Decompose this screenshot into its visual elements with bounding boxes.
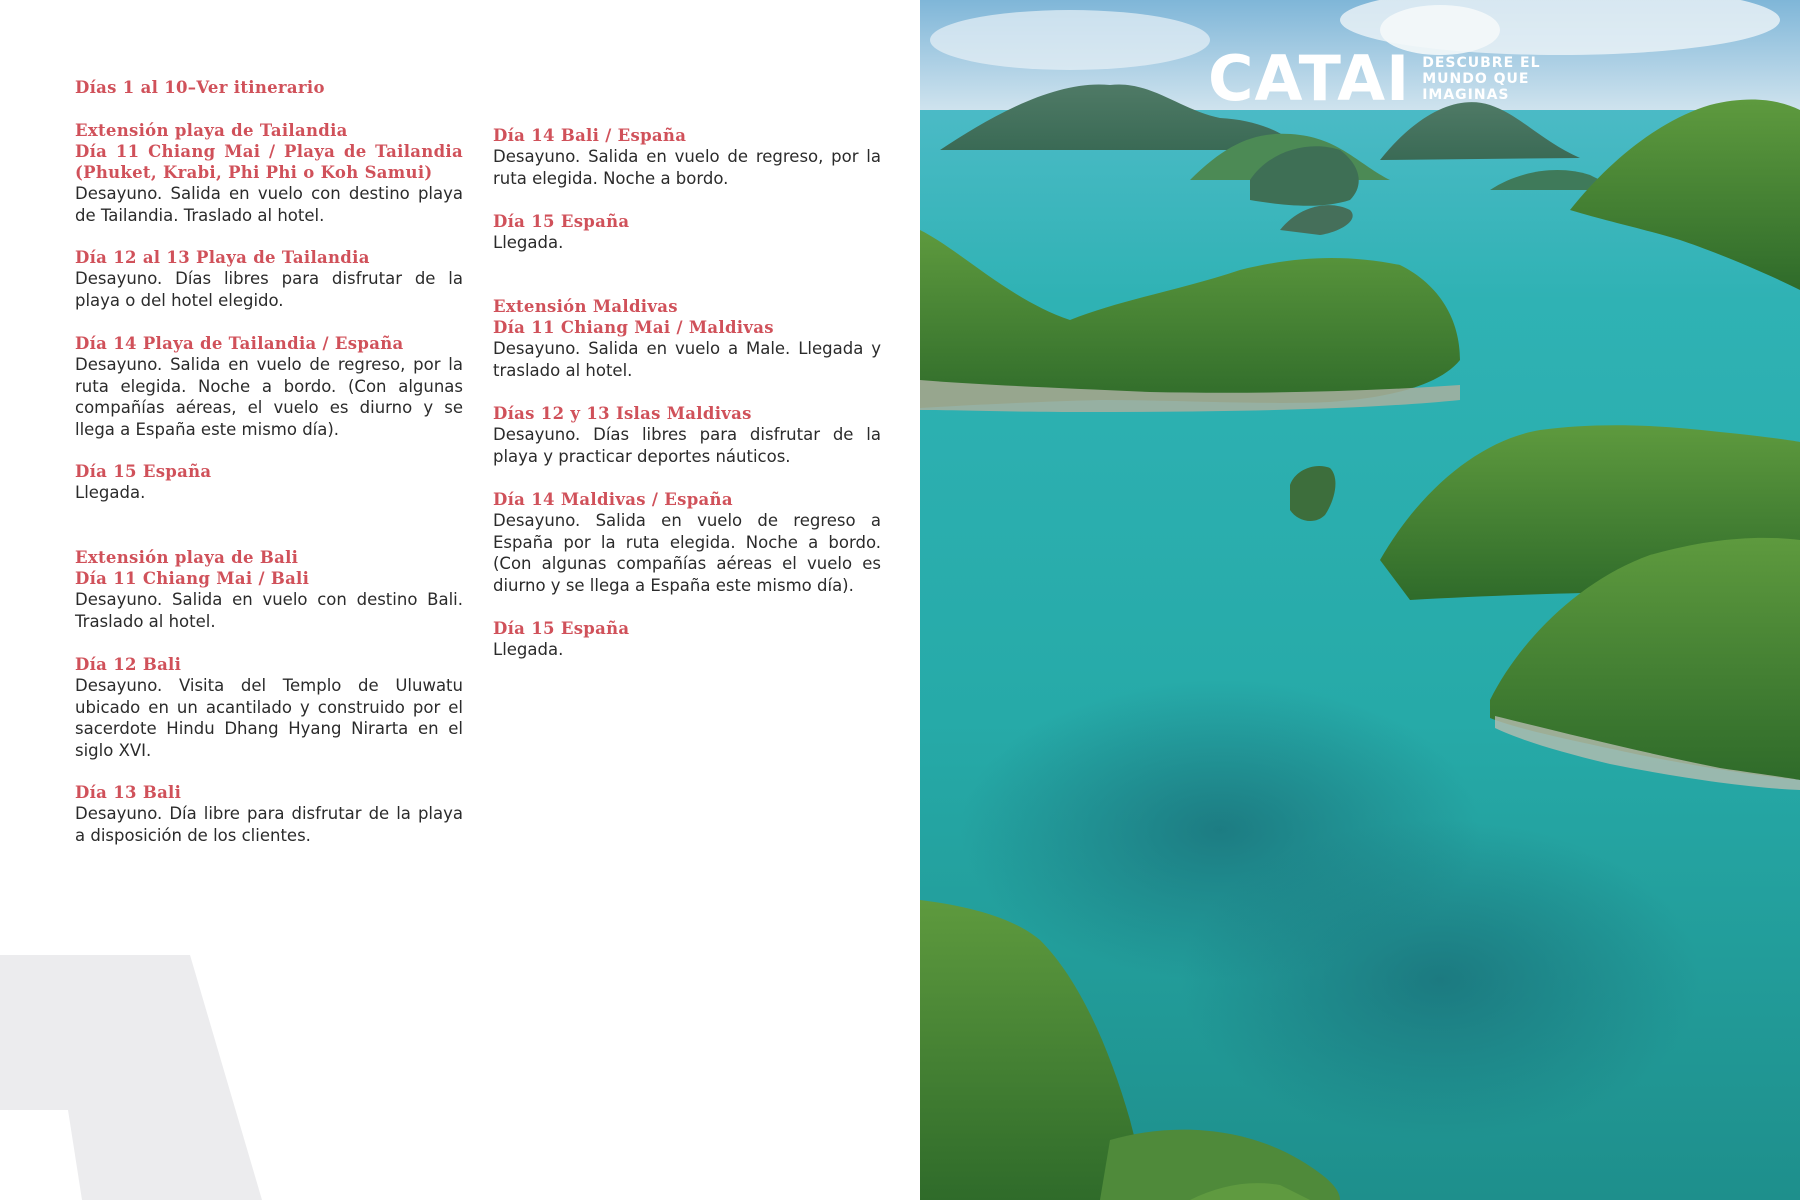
maldivas-day15-text: Llegada. bbox=[493, 640, 564, 659]
maldivas-day15-title: Día 15 España bbox=[493, 619, 630, 638]
bali-day14-title: Día 14 Bali / España bbox=[493, 126, 687, 145]
tagline-line-1: DESCUBRE EL bbox=[1422, 55, 1541, 71]
catai-letter-watermark bbox=[0, 955, 270, 1200]
island-photo bbox=[920, 0, 1800, 1200]
maldivas-day12-title: Días 12 y 13 Islas Maldivas bbox=[493, 404, 752, 423]
catai-logo bbox=[1208, 42, 1541, 115]
bali-day13-title: Día 13 Bali bbox=[75, 783, 182, 802]
maldivas-day12-text: Desayuno. Días libres para disfrutar de la playa y practicar deportes náuticos. bbox=[493, 425, 881, 466]
bali-day11-title: Día 11 Chiang Mai / Bali bbox=[75, 569, 310, 588]
thai-day15-title: Día 15 España bbox=[75, 462, 212, 481]
bali-day11-text: Desayuno. Salida en vuelo con destino Bali. Traslado al hotel. bbox=[75, 590, 463, 631]
maldivas-day14-text: Desayuno. Salida en vuelo de regreso a España por la ruta elegida. Noche a bordo. (Con algunas compañías aéreas el vuelo es diurno y se llega a España este mismo día). bbox=[493, 511, 881, 595]
catai-tagline bbox=[1422, 55, 1540, 103]
intro-title: Días 1 al 10–Ver itinerario bbox=[75, 78, 325, 97]
maldivas-day14-title: Día 14 Maldivas / España bbox=[493, 490, 733, 509]
bali-day12-title: Día 12 Bali bbox=[75, 655, 182, 674]
thai-day11-title-cont: (Phuket, Krabi, Phi Phi o Koh Samui) bbox=[75, 163, 433, 182]
bali-day12-text: Desayuno. Visita del Templo de Uluwatu ubicado en un acantilado y construido por el sacerdote Hindu Dhang Hyang Nirarta en el siglo XVI. bbox=[75, 676, 463, 760]
bali-extension-title: Extensión playa de Bali bbox=[75, 548, 299, 567]
thai-day11-text: Desayuno. Salida en vuelo con destino playa de Tailandia. Traslado al hotel. bbox=[75, 184, 463, 225]
thai-day14-title: Día 14 Playa de Tailandia / España bbox=[75, 334, 404, 353]
bali-day13-text: Desayuno. Día libre para disfrutar de la playa a disposición de los clientes. bbox=[75, 804, 463, 845]
bali-day15-text: Llegada. bbox=[493, 233, 564, 252]
catai-wordmark: CATAI bbox=[1208, 42, 1411, 115]
tagline-line-2: MUNDO QUE bbox=[1422, 71, 1530, 87]
bali-day15-title: Día 15 España bbox=[493, 212, 630, 231]
bali-day14-text: Desayuno. Salida en vuelo de regreso, por la ruta elegida. Noche a bordo. bbox=[493, 147, 881, 188]
maldivas-day11-title: Día 11 Chiang Mai / Maldivas bbox=[493, 318, 774, 337]
thai-day12-title: Día 12 al 13 Playa de Tailandia bbox=[75, 248, 370, 267]
thai-day11-title: Día 11 Chiang Mai / Playa de Tailandia bbox=[75, 142, 463, 161]
maldivas-extension-title: Extensión Maldivas bbox=[493, 297, 678, 316]
thai-day12-text: Desayuno. Días libres para disfrutar de la playa o del hotel elegido. bbox=[75, 269, 463, 310]
thai-day14-text: Desayuno. Salida en vuelo de regreso, por la ruta elegida. Noche a bordo. (Con algunas compañías aéreas, el vuelo es diurno y se llega a España este mismo día). bbox=[75, 355, 463, 439]
thai-extension-title: Extensión playa de Tailandia bbox=[75, 121, 348, 140]
thai-day15-text: Llegada. bbox=[75, 483, 146, 502]
tagline-line-3: IMAGINAS bbox=[1422, 87, 1510, 103]
maldivas-day11-text: Desayuno. Salida en vuelo a Male. Llegada y traslado al hotel. bbox=[493, 339, 881, 380]
